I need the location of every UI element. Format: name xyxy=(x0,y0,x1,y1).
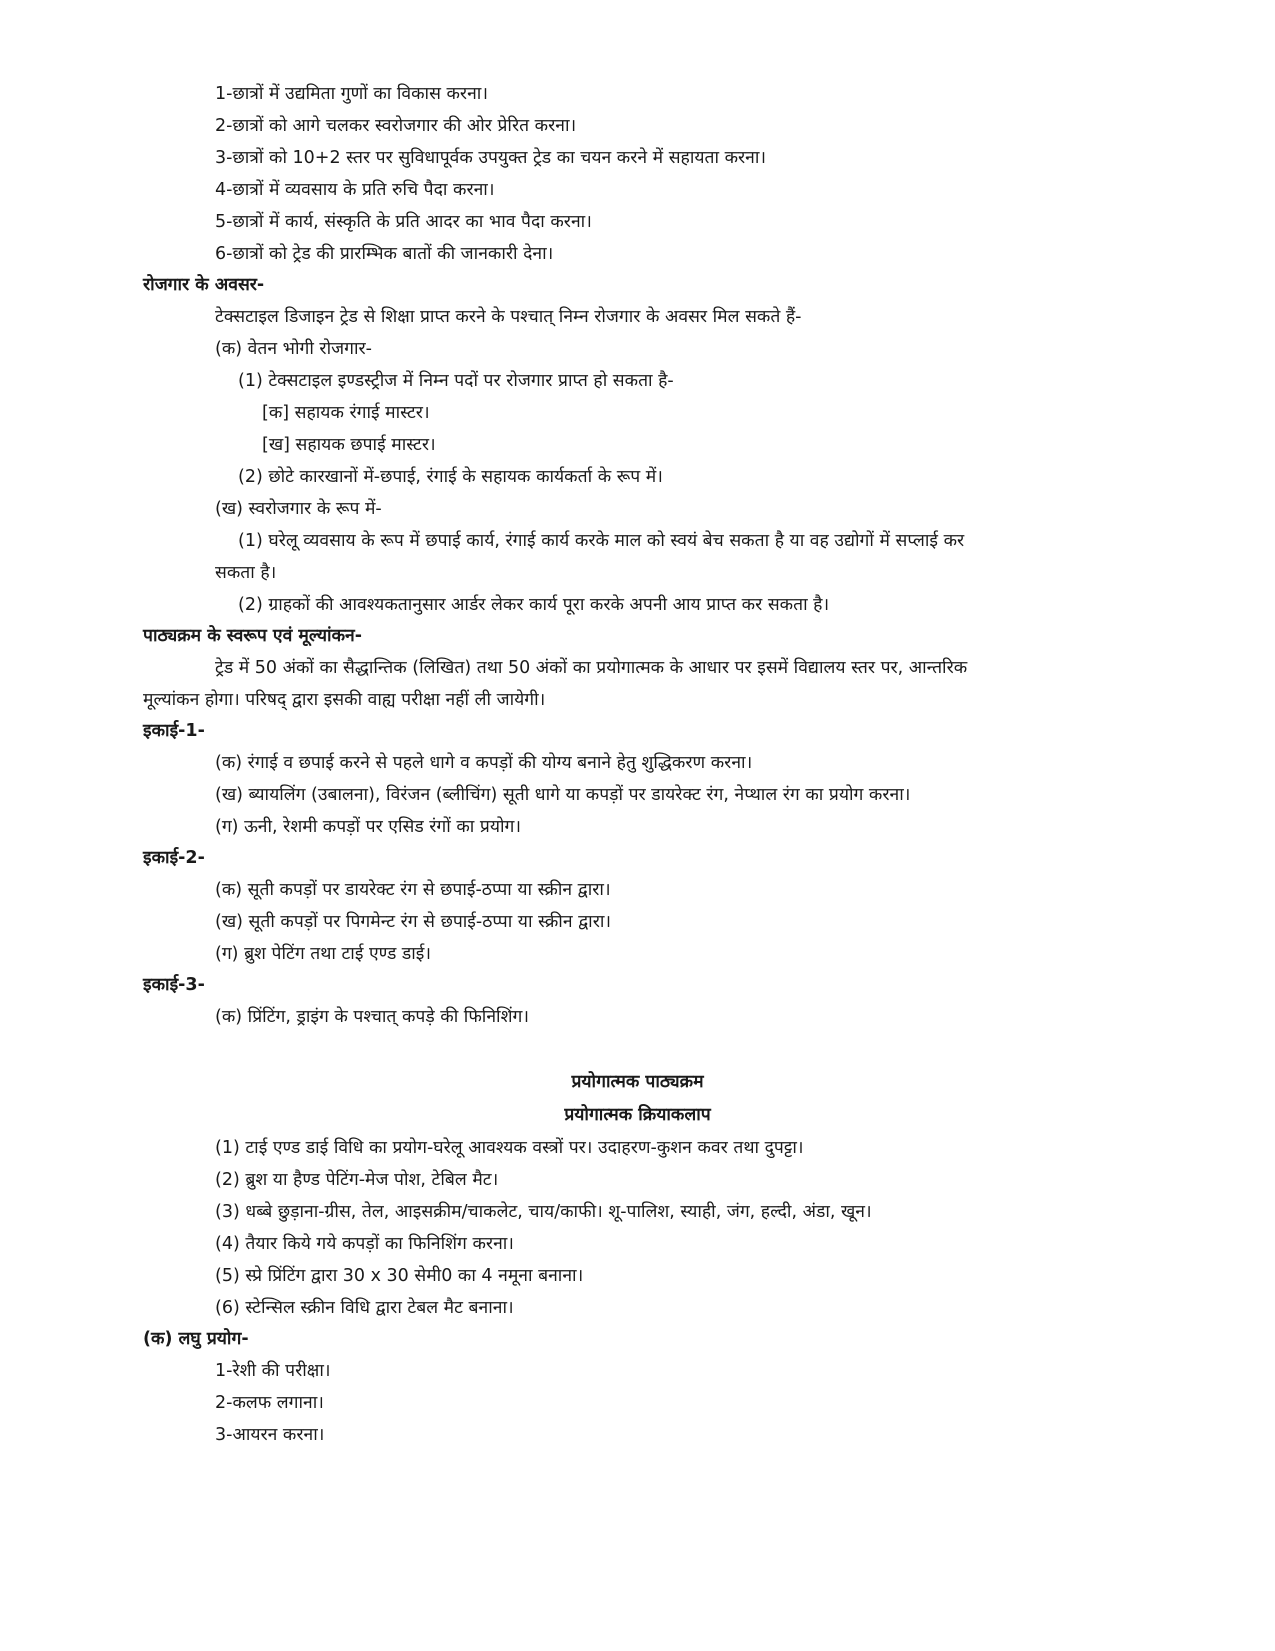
minor-heading: (क) लघु प्रयोग- xyxy=(143,1329,249,1349)
minor-item: 3-आयरन करना। xyxy=(215,1425,325,1445)
salaried-item: (1) टेक्सटाइल इण्डस्ट्रीज में निम्न पदों पर रोजगार प्राप्त हो सकता है- xyxy=(238,371,674,391)
practical-activity: (4) तैयार किये गये कपड़ों का फिनिशिंग करना। xyxy=(215,1234,514,1254)
section-heading-employment: रोजगार के अवसर- xyxy=(143,275,265,295)
unit-heading: इकाई-2- xyxy=(143,848,205,868)
unit-item: (ख) ब्यायलिंग (उबालना), विरंजन (ब्लीचिंग) सूती धागे या कपड़ों पर डायरेक्ट रंग, नेप्थाल रंग का प्रयोग करना। xyxy=(215,785,911,805)
self-employment-item: (1) घरेलू व्यवसाय के रूप में छपाई कार्य, रंगाई कार्य करके माल को स्वयं बेच सकता है या वह उद्योगों में सप्लाई कर xyxy=(238,531,965,551)
salaried-item: (2) छोटे कारखानों में-छपाई, रंगाई के सहायक कार्यकर्ता के रूप में। xyxy=(238,467,663,487)
minor-item: 2-कलफ लगाना। xyxy=(215,1393,324,1413)
objective-item: 2-छात्रों को आगे चलकर स्वरोजगार की ओर प्रेरित करना। xyxy=(215,116,577,136)
objective-item: 5-छात्रों में कार्य, संस्कृति के प्रति आदर का भाव पैदा करना। xyxy=(215,212,592,232)
self-employment-item: (2) ग्राहकों की आवश्यकतानुसार आर्डर लेकर कार्य पूरा करके अपनी आय प्राप्त कर सकता है। xyxy=(238,595,830,615)
practical-title: प्रयोगात्मक पाठ्यक्रम xyxy=(571,1072,704,1092)
practical-activity: (6) स्टेन्सिल स्क्रीन विधि द्वारा टेबल मैट बनाना। xyxy=(215,1298,514,1318)
section-heading-evaluation: पाठ्यक्रम के स्वरूप एवं मूल्यांकन- xyxy=(143,626,362,646)
unit-heading: इकाई-1- xyxy=(143,721,205,741)
practical-activity: (1) टाई एण्ड डाई विधि का प्रयोग-घरेलू आवश्यक वस्त्रों पर। उदाहरण-कुशन कवर तथा दुपट्टा। xyxy=(215,1138,804,1158)
evaluation-text: मूल्यांकन होगा। परिषद् द्वारा इसकी वाह्य परीक्षा नहीं ली जायेगी। xyxy=(143,690,546,710)
objective-item: 4-छात्रों में व्यवसाय के प्रति रुचि पैदा करना। xyxy=(215,180,495,200)
evaluation-text: ट्रेड में 50 अंकों का सैद्धान्तिक (लिखित) तथा 50 अंकों का प्रयोगात्मक के आधार पर इसमें विद्यालय स्तर पर, आन्तरिक xyxy=(215,658,968,678)
minor-item: 1-रेशी की परीक्षा। xyxy=(215,1361,331,1381)
salaried-subitem: [क] सहायक रंगाई मास्टर। xyxy=(262,403,430,423)
practical-subtitle: प्रयोगात्मक क्रियाकलाप xyxy=(564,1105,711,1125)
salaried-heading: (क) वेतन भोगी रोजगार- xyxy=(215,339,372,359)
unit-item: (क) सूती कपड़ों पर डायरेक्ट रंग से छपाई-ठप्पा या स्क्रीन द्वारा। xyxy=(215,880,611,900)
objective-item: 3-छात्रों को 10+2 स्तर पर सुविधापूर्वक उपयुक्त ट्रेड का चयन करने में सहायता करना। xyxy=(215,148,767,168)
practical-activity: (2) ब्रुश या हैण्ड पेटिंग-मेज पोश, टेबिल मैट। xyxy=(215,1170,499,1190)
unit-item: (ग) ब्रुश पेटिंग तथा टाई एण्ड डाई। xyxy=(215,944,432,964)
self-employment-item-cont: सकता है। xyxy=(215,563,277,583)
objective-item: 6-छात्रों को ट्रेड की प्रारम्भिक बातों की जानकारी देना। xyxy=(215,244,554,264)
unit-item: (क) रंगाई व छपाई करने से पहले धागे व कपड़ों की योग्य बनाने हेतु शुद्धिकरण करना। xyxy=(215,753,753,773)
employment-intro: टेक्सटाइल डिजाइन ट्रेड से शिक्षा प्राप्त करने के पश्चात् निम्न रोजगार के अवसर मिल सकते हैं- xyxy=(215,307,802,327)
objective-item: 1-छात्रों में उद्यमिता गुणों का विकास करना। xyxy=(215,84,488,104)
unit-heading: इकाई-3- xyxy=(143,975,205,995)
practical-activity: (5) स्प्रे प्रिंटिंग द्वारा 30 x 30 सेमी0 का 4 नमूना बनाना। xyxy=(215,1266,584,1286)
unit-item: (ग) ऊनी, रेशमी कपड़ों पर एसिड रंगों का प्रयोग। xyxy=(215,817,522,837)
practical-activity: (3) धब्बे छुड़ाना-ग्रीस, तेल, आइसक्रीम/चाकलेट, चाय/काफी। शू-पालिश, स्याही, जंग, हल्दी, अंडा, खून। xyxy=(215,1202,872,1222)
salaried-subitem: [ख] सहायक छपाई मास्टर। xyxy=(262,435,436,455)
unit-item: (क) प्रिंटिंग, ड्राइंग के पश्चात् कपड़े की फिनिशिंग। xyxy=(215,1007,529,1027)
unit-item: (ख) सूती कपड़ों पर पिगमेन्ट रंग से छपाई-ठप्पा या स्क्रीन द्वारा। xyxy=(215,912,612,932)
self-employment-heading: (ख) स्वरोजगार के रूप में- xyxy=(215,499,382,519)
